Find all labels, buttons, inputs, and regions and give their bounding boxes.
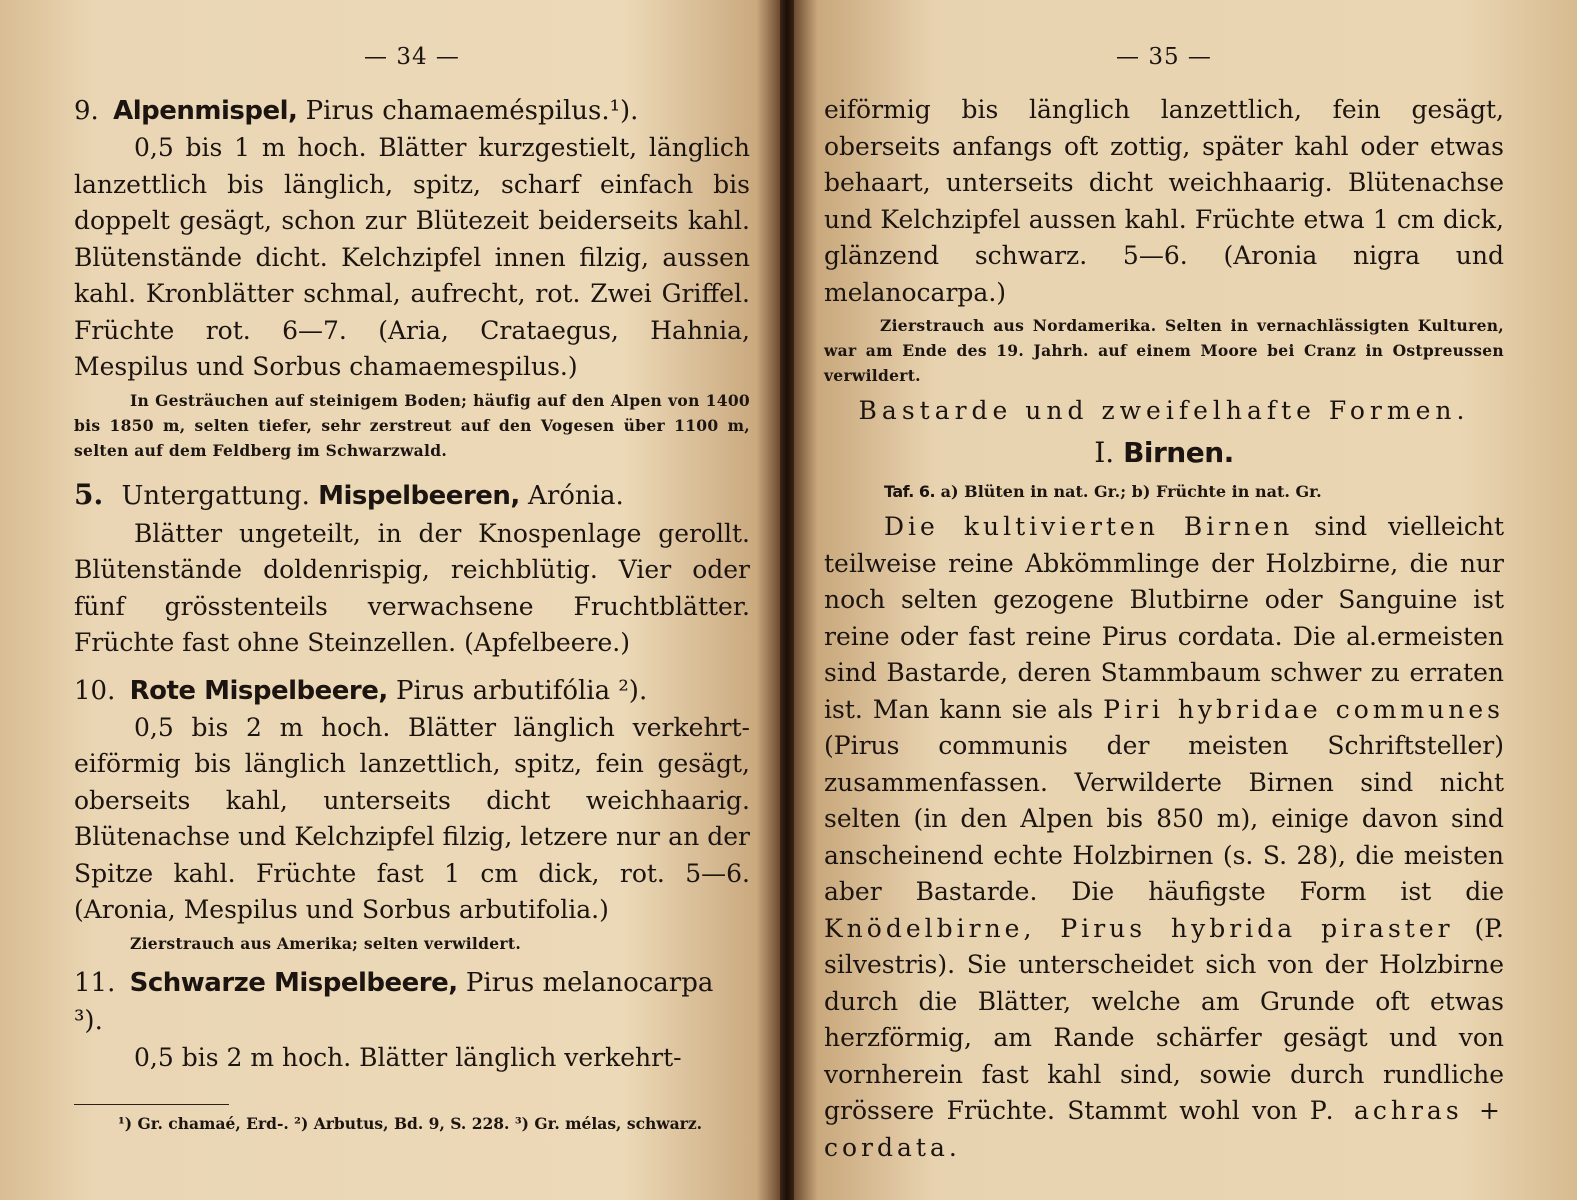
subgenus-name: Mispelbeeren, (318, 480, 520, 511)
book-gutter (780, 0, 794, 1200)
species-heading-11 (74, 964, 750, 1040)
footnote-rule (74, 1104, 229, 1105)
paragraph-text: (P. silvestris). Sie unterscheidet sich von der Holzbirne durch die Blätter, welche am Grunde oft etwas herzförmig, am Rande schärfer gesägt und von vornherein fast kahl sind, sowie durch rundliche grössere Früchte. Stammt wohl von (824, 913, 1504, 1125)
species-heading-10 (74, 672, 750, 710)
species-common-name: Rote Mispelbeere, (129, 675, 388, 706)
paragraph-text: sind vielleicht teilweise reine Abkömmlinge der Holzbirne, die nur noch selten gezogene Blutbirne oder Sanguine ist reine oder fast reine Pirus cordata. Die al.ermeisten sind Bastarde, deren Stammbaum schwer zu erraten ist. Man kann sie als (824, 512, 1504, 724)
right-page (794, 0, 1577, 1200)
paragraph-text: (Pirus communis der meisten Schriftsteller) zusammenfassen. Verwilderte Birnen sind nicht selten (in den Alpen bis 850 m), einige davon sind anscheinend echte Holzbirnen (s. S. 28), die meisten aber Bastarde. Die häufigste Form ist die (824, 731, 1504, 906)
species-number: 10. (74, 675, 116, 706)
section-number: I. (1094, 436, 1115, 469)
spaced-term: Die kultivierten Birnen (884, 512, 1294, 541)
page-number: — 35 — (1116, 44, 1212, 70)
species-latin-name: Pirus chamaeméspilus.¹). (305, 96, 639, 126)
footnotes: ¹) Gr. chamaé, Erd-. ²) Arbutus, Bd. 9, S. 228. ³) Gr. mélas, schwarz. (118, 1114, 703, 1133)
habitat-note-10: Zierstrauch aus Amerika; selten verwildert. (130, 933, 522, 953)
plate-caption: a) Blüten in nat. Gr.; b) Früchte in nat. Gr. (940, 482, 1322, 501)
left-page (0, 0, 780, 1200)
species-heading-9 (74, 92, 750, 130)
species-number: 9. (74, 96, 99, 126)
species-common-name: Schwarze Mispelbeere, (129, 967, 458, 998)
species-description-9: 0,5 bis 1 m hoch. Blätter kurzgestielt, länglich lanzettlich bis länglich, spitz, scharf einfach bis doppelt gesägt, schon zur Blütezeit beiderseits kahl. Blütenstände dicht. Kelchzipfel innen filzig, aussen kahl. Kronblätter schmal, aufrecht, rot. Zwei Griffel. Früchte rot. 6—7. (Aria, Crataegus, Hahnia, Mespilus und Sorbus chamaemespilus.) (74, 133, 750, 381)
species-description-11-continued: eiförmig bis länglich lanzettlich, fein gesägt, oberseits anfangs oft zottig, später kahl oder etwas behaart, unterseits dicht weichhaarig. Blütenachse und Kelchzipfel aussen kahl. Früchte etwa 1 cm dick, glänzend schwarz. 5—6. (Aronia nigra und melanocarpa.) (824, 95, 1504, 307)
subgenus-label: Untergattung. (121, 480, 310, 511)
birnen-paragraph (824, 509, 1504, 1166)
subgenus-description: Blätter ungeteilt, in der Knospenlage gerollt. Blütenstände doldenrispig, reichblütig. Vier oder fünf grösstenteils verwachsene Fruchtblätter. Früchte fast ohne Steinzellen. (Apfelbeere.) (74, 518, 750, 657)
plate-reference (884, 479, 1504, 505)
section-heading-bastarde: Bastarde und zweifelhafte Formen. (858, 396, 1470, 425)
subgenus-latin: Arónia. (528, 480, 624, 511)
subgenus-number: 5. (74, 477, 104, 511)
species-description-11-start: 0,5 bis 2 m hoch. Blätter länglich verkehrt- (134, 1042, 682, 1072)
spaced-term: Piri hybridae communes (1103, 694, 1504, 724)
species-latin-name: Pirus melanocarpa ³). (74, 967, 714, 1036)
page-number: — 34 — (364, 44, 460, 70)
spaced-term: Knödelbirne, Pirus hybrida piraster (824, 913, 1454, 943)
species-common-name: Alpenmispel, (113, 96, 298, 126)
species-number: 11. (74, 967, 116, 998)
habitat-note-9: In Gesträuchen auf steinigem Boden; häufig auf den Alpen von 1400 bis 1850 m, selten tiefer, sehr zerstreut auf den Vogesen über 1100 m, selten auf dem Feldberg im Schwarzwald. (74, 390, 750, 460)
species-description-10: 0,5 bis 2 m hoch. Blätter länglich verkehrt-eiförmig bis länglich lanzettlich, spitz, fein gesägt, oberseits kahl, unterseits dicht weichhaarig. Blütenachse und Kelchzipfel filzig, letzere nur an der Spitze kahl. Früchte fast 1 cm dick, rot. 5—6. (Aronia, Mespilus und Sorbus arbutifolia.) (74, 712, 750, 924)
left-page-content (74, 44, 750, 1135)
species-latin-name: Pirus arbutifólia ²). (396, 675, 648, 706)
section-heading-birnen (824, 433, 1504, 473)
right-page-content (824, 44, 1504, 1166)
subgenus-heading (74, 475, 750, 516)
section-title: Birnen. (1123, 436, 1234, 469)
habitat-note-11: Zierstrauch aus Nordamerika. Selten in vernachlässigten Kulturen, war am Ende des 19. Jahrh. auf einem Moore bei Cranz in Ostpreussen verwildert. (824, 316, 1504, 385)
plate-label: Taf. 6. (884, 482, 936, 501)
spaced-term: P. achras + cordata. (824, 1096, 1504, 1162)
